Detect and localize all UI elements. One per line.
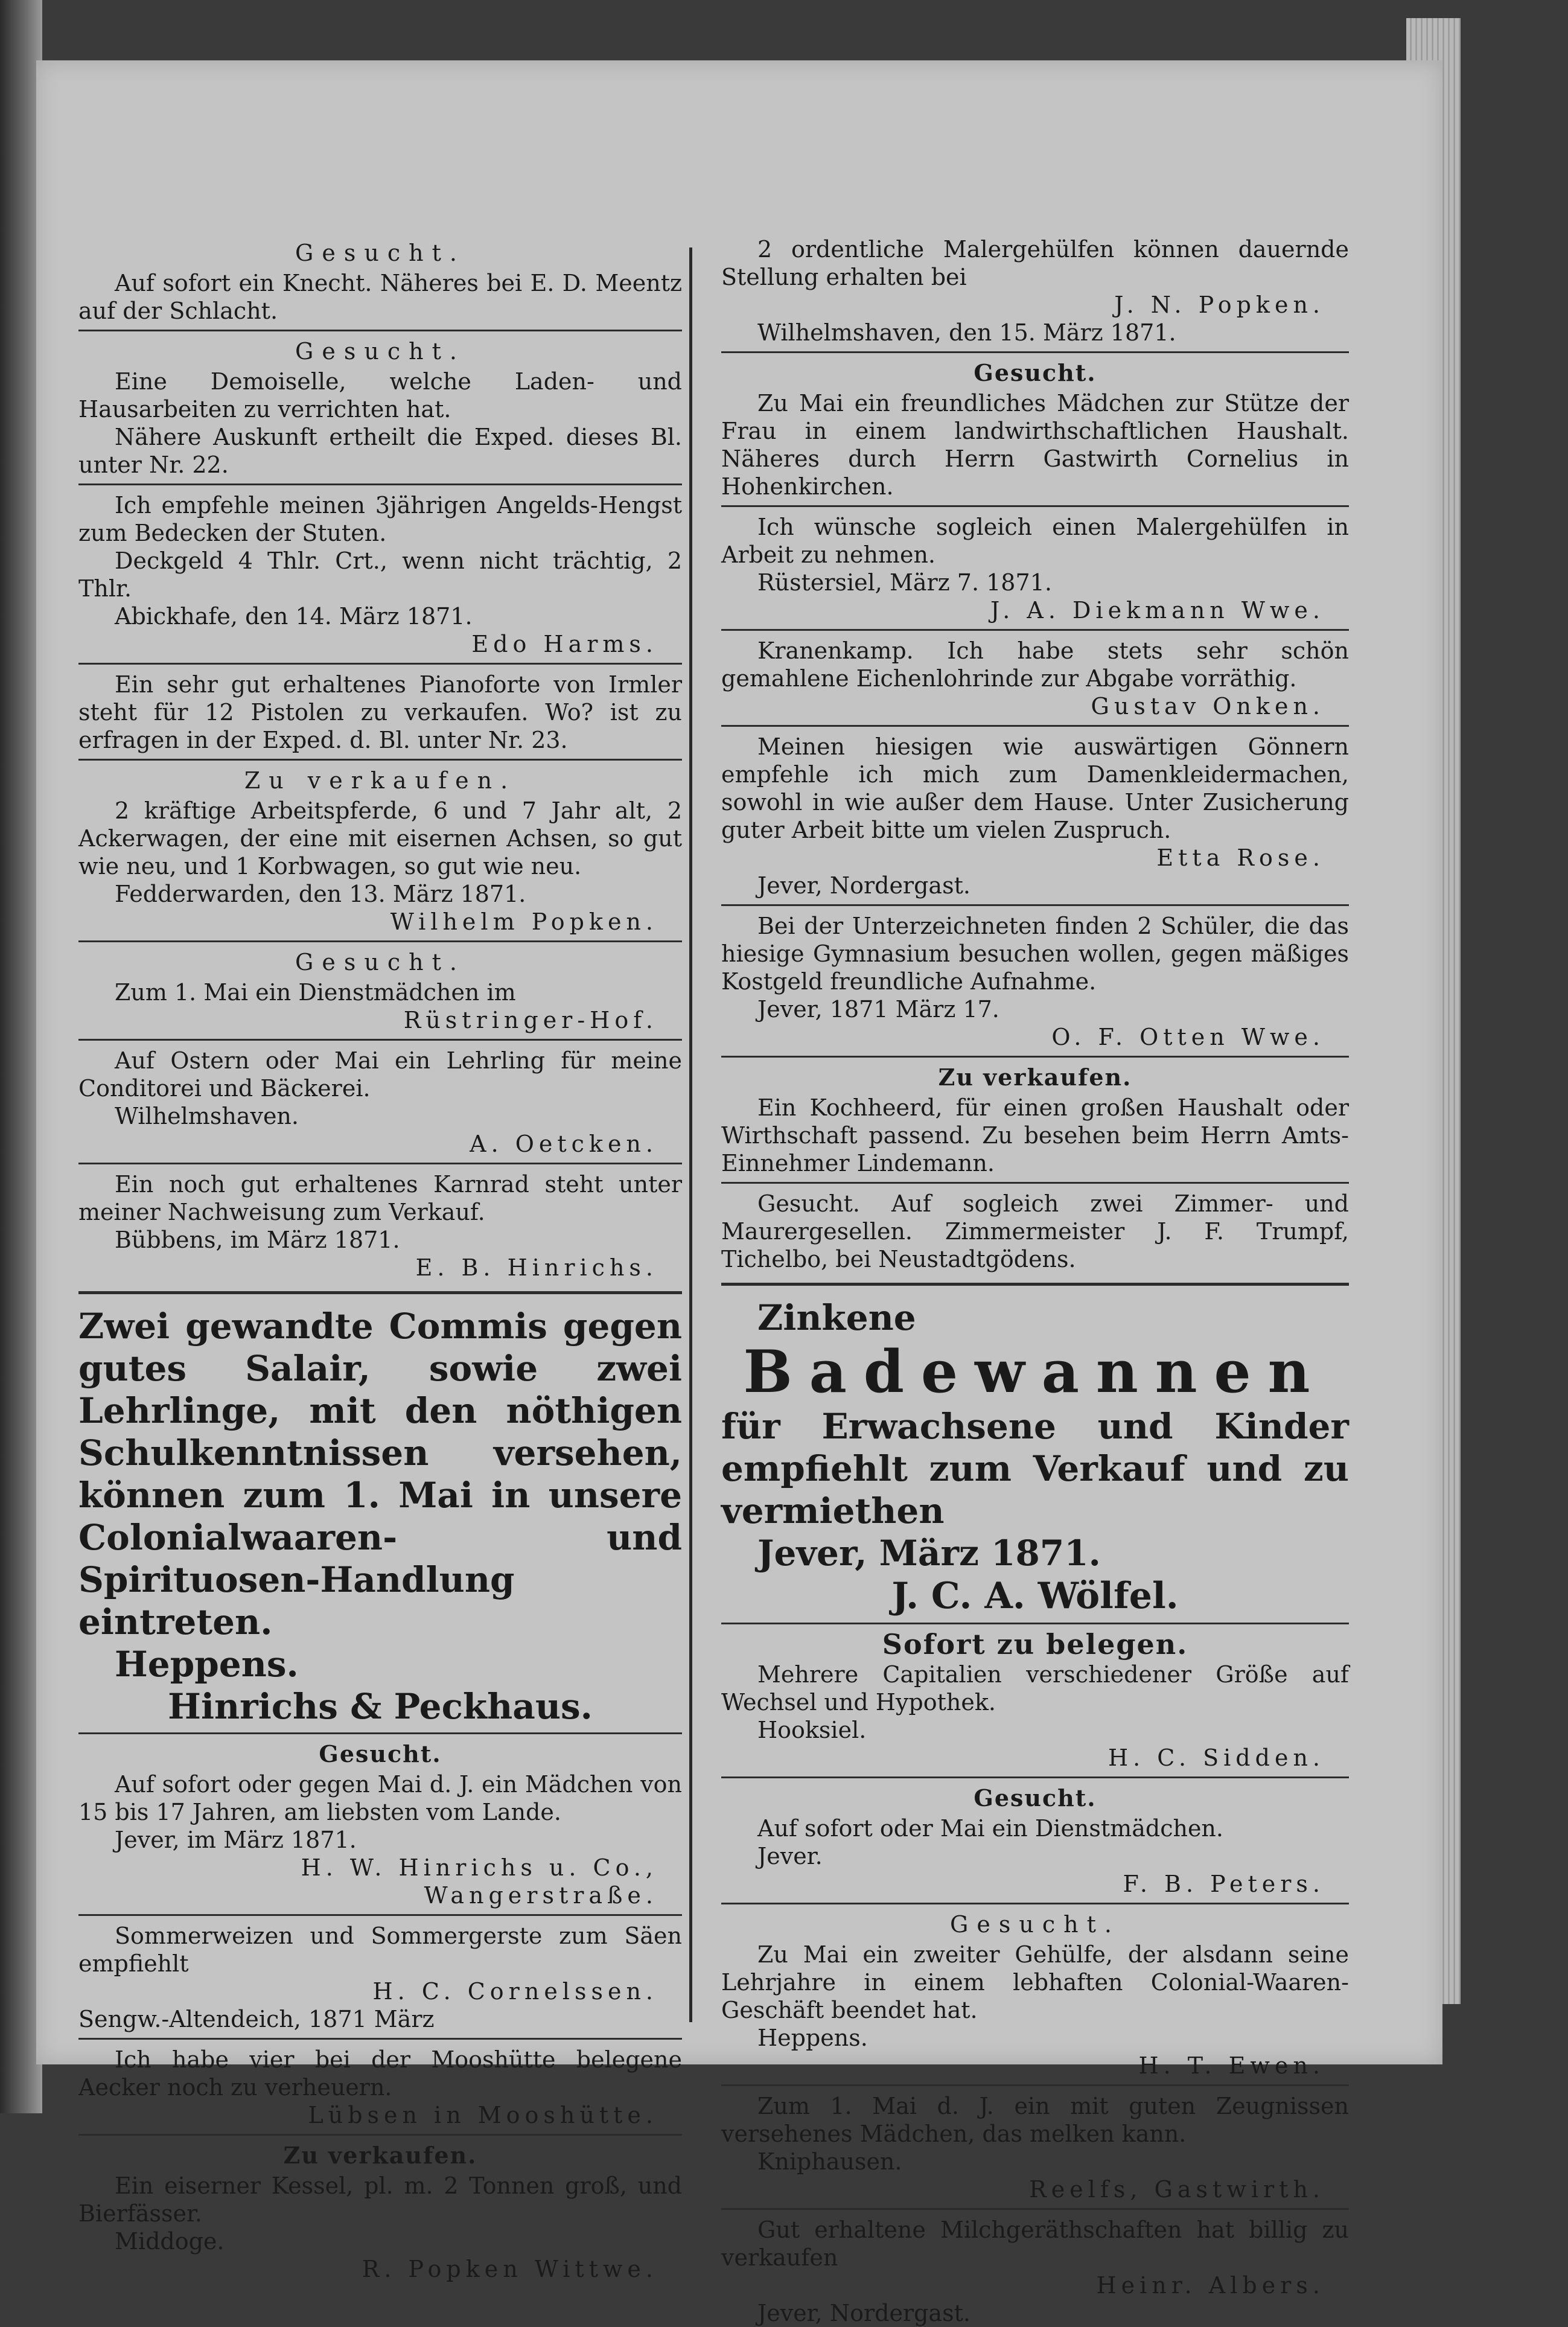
ad-body: Zu Mai ein freundliches Mädchen zur Stütze der Frau in einem landwirthschaftlichen Haushalt. Näheres durch Herrn Gastwirth Cornelius in Hohenkirchen. bbox=[721, 390, 1349, 500]
ad-title: Gesucht. bbox=[295, 338, 465, 365]
ad-place: Middoge. bbox=[115, 2228, 225, 2255]
ad-place: Rüstersiel, März 7. 1871. bbox=[757, 569, 1052, 596]
ad-title: Zu verkaufen. bbox=[938, 1064, 1132, 1091]
ad-body: Auf sofort oder Mai ein Dienstmädchen. bbox=[757, 1815, 1223, 1842]
ad-body: Gut erhaltene Milchgeräthschaften hat billig zu verkaufen bbox=[721, 2217, 1349, 2271]
ad-gesucht-peters bbox=[721, 1784, 1349, 1898]
ad-body: Zum 1. Mai d. J. ein mit guten Zeugnissen versehenes Mädchen, das melken kann. bbox=[721, 2093, 1349, 2147]
ad-body: 2 kräftige Arbeitspferde, 6 und 7 Jahr alt, 2 Ackerwagen, der eine mit eisernen Achsen, so gut wie neu, und 1 Korbwagen, so gut wie neu. bbox=[78, 797, 682, 879]
divider-rule bbox=[721, 1776, 1349, 1778]
ad-commis bbox=[78, 1305, 682, 1728]
divider-rule bbox=[721, 725, 1349, 727]
ad-signature: Wilhelm Popken. bbox=[390, 908, 658, 935]
ad-body: Auf Ostern oder Mai ein Lehrling für meine Conditorei und Bäckerei. bbox=[78, 1047, 682, 1102]
ad-body: Kranenkamp. Ich habe stets sehr schön gemahlene Eichenlohrinde zur Abgabe vorräthig. bbox=[721, 637, 1349, 692]
ad-place: Jever, im März 1871. bbox=[115, 1827, 357, 1853]
ad-title: Gesucht. bbox=[319, 1740, 442, 1767]
ad-signature: J. A. Diekmann Wwe. bbox=[990, 597, 1325, 624]
ad-place: Wilhelmshaven. bbox=[115, 1103, 299, 1129]
ad-body: Ein Kochheerd, für einen großen Haushalt oder Wirthschaft passend. Zu besehen beim Herrn Amts-Einnehmer Lindemann. bbox=[721, 1094, 1349, 1176]
ad-melken bbox=[721, 2092, 1349, 2203]
divider-rule bbox=[78, 940, 682, 942]
ad-gymnasium bbox=[721, 912, 1349, 1051]
ad-gesucht-knecht bbox=[78, 239, 682, 325]
ad-body: Ich empfehle meinen 3jährigen Angelds-Hengst zum Bedecken der Stuten. bbox=[78, 492, 682, 546]
ad-signature: H. W. Hinrichs u. Co., bbox=[301, 1854, 658, 1881]
newspaper-page bbox=[36, 60, 1442, 2326]
ad-place: Wilhelmshaven, den 15. März 1871. bbox=[757, 319, 1176, 346]
ad-body: Auf sofort oder gegen Mai d. J. ein Mädchen von 15 bis 17 Jahren, am liebsten vom Lande. bbox=[78, 1771, 682, 1825]
ad-body: Eine Demoiselle, welche Laden- und Hausarbeiten zu verrichten hat. bbox=[78, 368, 682, 423]
ad-kochheerd bbox=[721, 1064, 1349, 1177]
ad-body: 2 ordentliche Malergehülfen können dauernde Stellung erhalten bei bbox=[721, 236, 1349, 290]
right-column bbox=[721, 235, 1349, 2327]
ad-damenkleider bbox=[721, 733, 1349, 899]
divider-rule bbox=[78, 759, 682, 761]
ad-signature: Gustav Onken. bbox=[1091, 693, 1325, 720]
ad-signature: Hinrichs & Peckhaus. bbox=[168, 1686, 593, 1727]
ad-body: Ein eiserner Kessel, pl. m. 2 Tonnen groß, und Bierfässer. bbox=[78, 2172, 682, 2227]
ad-lehrling-conditorei bbox=[78, 1047, 682, 1158]
ad-body: Ein noch gut erhaltenes Karnrad steht unter meiner Nachweisung zum Verkauf. bbox=[78, 1171, 682, 1225]
ad-signature: O. F. Otten Wwe. bbox=[1051, 1024, 1325, 1050]
left-column bbox=[78, 235, 682, 2283]
ad-place: Abickhafe, den 14. März 1871. bbox=[115, 603, 473, 630]
ad-signature: J. C. A. Wölfel. bbox=[891, 1575, 1179, 1617]
ad-place: Jever, Nordergast. bbox=[757, 872, 970, 899]
divider-rule bbox=[78, 1291, 682, 1294]
ad-body: Zu Mai ein zweiter Gehülfe, der alsdann seine Lehrjahre in einem lebhaften Colonial-Waaren-Geschäft beendet hat. bbox=[721, 1941, 1349, 2023]
divider-rule bbox=[721, 904, 1349, 906]
divider-rule bbox=[78, 1914, 682, 1916]
ad-capitalien bbox=[721, 1630, 1349, 1772]
ad-sommerweizen bbox=[78, 1922, 682, 2033]
ad-place: Fedderwarden, den 13. März 1871. bbox=[115, 881, 526, 907]
ad-malergehuelfen bbox=[721, 235, 1349, 346]
ad-pianoforte bbox=[78, 671, 682, 754]
divider-rule bbox=[78, 1732, 682, 1734]
ad-signature: F. B. Peters. bbox=[1123, 1871, 1325, 1897]
divider-rule bbox=[78, 2134, 682, 2136]
ad-title: Gesucht. bbox=[295, 240, 465, 266]
divider-rule bbox=[721, 1056, 1349, 1058]
ad-body: für Erwachsene und Kinder empfiehlt zum Verkauf und zu vermiethen bbox=[721, 1406, 1349, 1531]
ad-eichenlohrinde bbox=[721, 637, 1349, 720]
divider-rule bbox=[721, 1283, 1349, 1286]
ad-hengst bbox=[78, 491, 682, 658]
divider-rule bbox=[721, 2208, 1349, 2210]
divider-rule bbox=[721, 2084, 1349, 2086]
ad-body: Auf sofort ein Knecht. Näheres bei E. D. Meentz auf der Schlacht. bbox=[78, 270, 682, 324]
ad-place: Hooksiel. bbox=[757, 1717, 867, 1743]
ad-place: Jever. bbox=[757, 1843, 823, 1869]
ad-gesucht-gehuelfe bbox=[721, 1910, 1349, 2080]
column-divider bbox=[689, 247, 692, 2022]
ad-signature: Lübsen in Mooshütte. bbox=[308, 2102, 658, 2128]
ad-body: Gesucht. Auf sogleich zwei Zimmer- und Maurergesellen. Zimmermeister J. F. Trumpf, Tichelbo, bei Neustadtgödens. bbox=[721, 1190, 1349, 1272]
ad-title: Gesucht. bbox=[974, 359, 1097, 386]
ad-body: Bei der Unterzeichneten finden 2 Schüler, die das hiesige Gymnasium besuchen wollen, gegen mäßiges Kostgeld freundliche Aufnahme. bbox=[721, 913, 1349, 995]
ad-title: Gesucht. bbox=[974, 1784, 1097, 1811]
ad-place: Kniphausen. bbox=[757, 2148, 902, 2175]
ad-title: Gesucht. bbox=[950, 1911, 1120, 1938]
ad-milchgeraethschaften bbox=[721, 2216, 1349, 2327]
ad-signature: Edo Harms. bbox=[471, 631, 658, 657]
ad-aecker bbox=[78, 2046, 682, 2129]
ad-signature-line2: Wangerstraße. bbox=[424, 1882, 658, 1909]
ad-signature: A. Oetcken. bbox=[470, 1131, 658, 1157]
divider-rule bbox=[721, 505, 1349, 507]
ad-gesucht-maedchen bbox=[78, 1740, 682, 1909]
ad-body: Nähere Auskunft ertheilt die Exped. dieses Bl. unter Nr. 22. bbox=[78, 424, 682, 478]
ad-title: Zu verkaufen. bbox=[244, 767, 517, 794]
ad-title: Sofort zu belegen. bbox=[882, 1628, 1188, 1661]
ad-place: Jever, 1871 März 17. bbox=[757, 996, 999, 1023]
ad-body: Mehrere Capitalien verschiedener Größe auf Wechsel und Hypothek. bbox=[721, 1661, 1349, 1716]
ad-signature: Heinr. Albers. bbox=[1096, 2272, 1325, 2299]
ad-karnrad bbox=[78, 1170, 682, 1282]
ad-signature: Etta Rose. bbox=[1156, 844, 1325, 871]
ad-zimmergesellen bbox=[721, 1190, 1349, 1273]
divider-rule bbox=[78, 1039, 682, 1041]
ad-body: Zum 1. Mai ein Dienstmädchen im bbox=[115, 979, 516, 1006]
ad-signature: H. C. Sidden. bbox=[1107, 1744, 1325, 1771]
ad-signature: H. C. Cornelssen. bbox=[372, 1978, 658, 2005]
divider-rule bbox=[721, 629, 1349, 631]
ad-kessel bbox=[78, 2142, 682, 2283]
ad-signature: Reelfs, Gastwirth. bbox=[1029, 2176, 1325, 2203]
ad-signature: Rüstringer-Hof. bbox=[403, 1007, 658, 1033]
ad-badewannen bbox=[721, 1297, 1349, 1618]
ad-place: Bübbens, im März 1871. bbox=[115, 1227, 400, 1253]
ad-title: Zu verkaufen. bbox=[283, 2142, 477, 2169]
ad-signature: J. N. Popken. bbox=[1114, 292, 1325, 318]
ad-gesucht-demoiselle bbox=[78, 337, 682, 479]
ad-body: Ich habe vier bei der Mooshütte belegene Aecker noch zu verheuern. bbox=[78, 2046, 682, 2101]
ad-signature: H. T. Ewen. bbox=[1138, 2052, 1325, 2079]
ad-place: Jever, März 1871. bbox=[757, 1533, 1101, 1574]
divider-rule bbox=[78, 330, 682, 331]
ad-body: Sommerweizen und Sommergerste zum Säen empfiehlt bbox=[78, 1923, 682, 1977]
ad-signature: E. B. Hinrichs. bbox=[415, 1254, 658, 1281]
divider-rule bbox=[78, 2038, 682, 2040]
ad-arbeitspferde bbox=[78, 767, 682, 936]
divider-rule bbox=[721, 1182, 1349, 1184]
ad-body: Meinen hiesigen wie auswärtigen Gönnern empfehle ich mich zum Damenkleidermachen, sowohl in wie außer dem Hause. Unter Zusicherung guter Arbeit bitte um vielen Zuspruch. bbox=[721, 733, 1349, 843]
ad-line-zinkene: Zinkene bbox=[757, 1297, 916, 1338]
divider-rule bbox=[721, 1903, 1349, 1904]
ad-headline-badewannen: Badewannen bbox=[743, 1338, 1327, 1406]
ad-gesucht-stuetze bbox=[721, 359, 1349, 500]
divider-rule bbox=[78, 663, 682, 665]
ad-body: Deckgeld 4 Thlr. Crt., wenn nicht trächtig, 2 Thlr. bbox=[78, 547, 682, 602]
ad-place: Sengw.-Altendeich, 1871 März bbox=[78, 2006, 435, 2032]
ad-place: Heppens. bbox=[115, 1644, 299, 1685]
divider-rule bbox=[721, 1623, 1349, 1624]
ad-signature: R. Popken Wittwe. bbox=[362, 2256, 658, 2282]
ad-malergehuelfe-diekmann bbox=[721, 513, 1349, 624]
ad-title: Gesucht. bbox=[295, 949, 465, 975]
ad-place: Jever, Nordergast. bbox=[757, 2300, 970, 2326]
ad-body: Ich wünsche sogleich einen Malergehülfen in Arbeit zu nehmen. bbox=[721, 514, 1349, 568]
ad-body: Zwei gewandte Commis gegen gutes Salair, sowie zwei Lehrlinge, mit den nöthigen Schulkenntnissen versehen, können zum 1. Mai in unsere Colonialwaaren- und Spirituosen-Handlung eintreten. bbox=[78, 1306, 682, 1642]
divider-rule bbox=[78, 484, 682, 485]
ad-dienstmaedchen bbox=[78, 948, 682, 1034]
ad-place: Heppens. bbox=[757, 2025, 868, 2051]
divider-rule bbox=[721, 351, 1349, 353]
divider-rule bbox=[78, 1163, 682, 1164]
ad-body: Ein sehr gut erhaltenes Pianoforte von Irmler steht für 12 Pistolen zu verkaufen. Wo? ist zu erfragen in der Exped. d. Bl. unter Nr. 23. bbox=[78, 671, 682, 753]
